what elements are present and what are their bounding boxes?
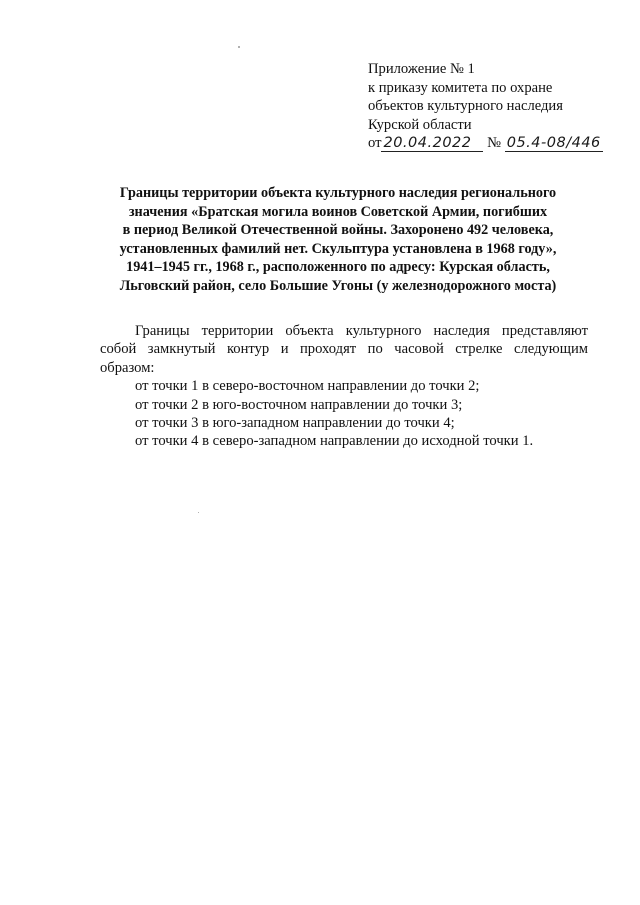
order-number: 05.4-08/446 (506, 135, 601, 151)
order-date-number-line (368, 134, 618, 156)
list-item: от точки 4 в северо-западном направлении до исходной точки 1. (135, 433, 534, 450)
heading-line: 1941–1945 гг., 1968 г., расположенного по адресу: Курская область, (126, 259, 550, 276)
appendix-order-ref: к приказу комитета по охране (368, 79, 553, 96)
from-label: от (368, 135, 382, 151)
paragraph-line: образом: (100, 359, 155, 376)
document-heading (78, 184, 598, 296)
list-item: от точки 1 в северо-восточном направлении до точки 2; (135, 378, 480, 395)
paragraph-line: Границы территории объекта культурного наследия представляют (135, 323, 588, 339)
body-paragraph (100, 322, 588, 377)
order-date: 20.04.2022 (381, 135, 483, 152)
document-body (100, 322, 588, 451)
number-label: № (487, 135, 502, 151)
heading-line: Льговский район, село Большие Угоны (у железнодорожного моста) (119, 277, 557, 294)
appendix-region: Курской области (368, 116, 472, 133)
scan-speck (238, 46, 240, 48)
heading-line: в период Великой Отечественной войны. Захоронено 492 человека, (122, 222, 554, 239)
appendix-block (368, 60, 618, 156)
heading-line: значения «Братская могила воинов Советской Армии, погибших (128, 203, 548, 220)
paragraph-line: собой замкнутый контур и проходят по часовой стрелке следующим (100, 341, 588, 358)
scan-speck (198, 512, 199, 513)
appendix-title: Приложение № 1 (368, 61, 475, 77)
boundary-list (100, 377, 588, 451)
heading-line: установленных фамилий нет. Скульптура установлена в 1968 году», (119, 240, 557, 257)
list-item: от точки 3 в юго-западном направлении до точки 4; (135, 415, 455, 432)
list-item: от точки 2 в юго-восточном направлении до точки 3; (135, 396, 463, 413)
heading-line: Границы территории объекта культурного наследия регионального (119, 185, 557, 201)
appendix-committee: объектов культурного наследия (368, 98, 563, 114)
